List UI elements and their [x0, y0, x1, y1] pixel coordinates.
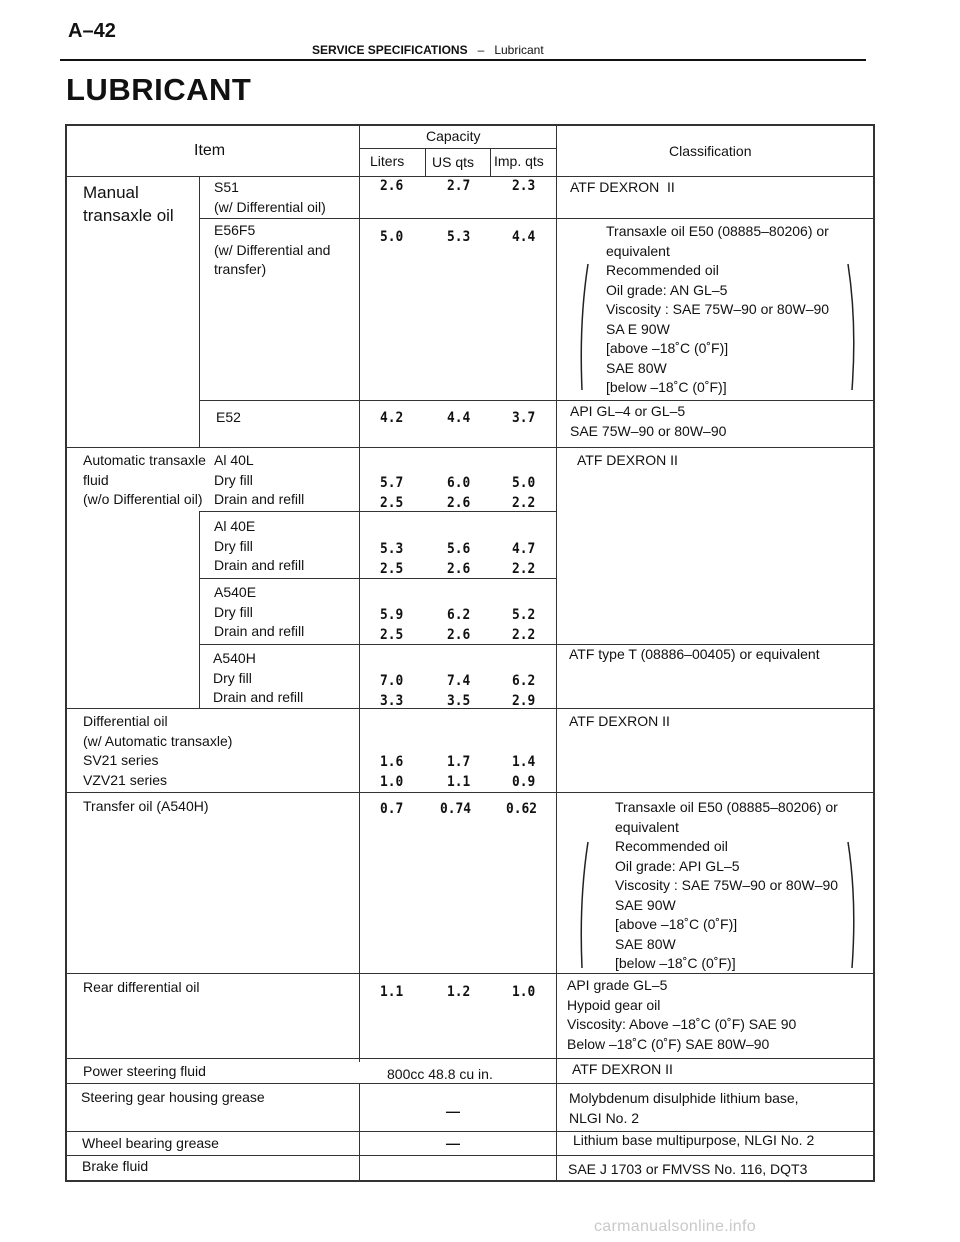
right-bracket-icon: [842, 262, 862, 392]
header-liters: Liters: [370, 153, 405, 169]
a140e-imp-qts: 4.7 2.2: [512, 541, 536, 577]
page-title: LUBRICANT: [66, 72, 252, 107]
a540h-item: A540H Dry fill Drain and refill: [213, 650, 304, 705]
right-bracket-icon: [842, 840, 862, 970]
automatic-classification: ATF DEXRON II: [577, 452, 678, 468]
col-divider-imp: [490, 148, 491, 176]
a540e-imp-qts: 5.2 2.2: [512, 607, 536, 643]
rear-differential-classification: API grade GL–5 Hypoid gear oil Viscosity: Above –18˚C (0˚F) SAE 90 Below –18˚C (0˚F) SAE 80W–90: [567, 977, 797, 1052]
transfer-imp-qts: 0.62: [506, 801, 538, 817]
s51-liters: 2.6: [380, 178, 404, 194]
s51-item: S51 (w/ Differential oil): [214, 179, 326, 215]
a540h-us-qts: 7.4 3.5: [447, 673, 471, 709]
row-line-a540e: [199, 578, 556, 579]
row-line-power-steering: [65, 1058, 875, 1059]
wheel-bearing-capacity: —: [446, 1135, 460, 1151]
capacity-subheader-rule: [359, 148, 556, 149]
a140l-us-qts: 6.0 2.6: [447, 475, 471, 511]
subitem-divider-auto: [199, 511, 200, 708]
e56f5-imp-qts: 4.4: [512, 229, 536, 245]
steering-gear-capacity: —: [446, 1103, 460, 1119]
power-steering-capacity: 800cc 48.8 cu in.: [387, 1066, 493, 1082]
differential-classification: ATF DEXRON II: [569, 713, 670, 729]
header-capacity: Capacity: [426, 128, 481, 144]
col-divider-class: [556, 124, 557, 1182]
left-bracket-icon: [574, 262, 594, 392]
steering-gear-classification: Molybdenum disulphide lithium base, NLGI No. 2: [569, 1090, 799, 1126]
a140e-us-qts: 5.6 2.6: [447, 541, 471, 577]
power-steering-classification: ATF DEXRON II: [572, 1061, 673, 1077]
brake-fluid-item: Brake fluid: [82, 1158, 149, 1174]
table-border-right: [873, 124, 875, 1182]
e56f5-classification: Transaxle oil E50 (08885–80206) or equivalent Recommended oil Oil grade: AN GL–5 Viscosity : SAE 75W–90 or 80W–90 SA E 90W [above –18˚C (0˚F)] SAE 80W [below –18˚C (0˚F)]: [606, 223, 830, 395]
table-border-top: [65, 124, 875, 126]
e52-classification: API GL–4 or GL–5 SAE 75W–90 or 80W–90: [570, 403, 727, 439]
row-line-e56f5: [199, 218, 875, 219]
page-number: A–42: [68, 20, 116, 42]
a140l-item: Al 40L Dry fill Drain and refill: [214, 452, 305, 507]
section-header: [312, 43, 544, 57]
e56f5-us-qts: 5.3: [447, 229, 471, 245]
header-us-qts: US qts: [432, 154, 475, 170]
rear-differential-liters: 1.1: [380, 984, 404, 1000]
transfer-item: Transfer oil (A540H): [83, 798, 209, 814]
wheel-bearing-item: Wheel bearing grease: [82, 1135, 219, 1151]
section-title: SERVICE SPECIFICATIONS: [312, 43, 468, 57]
differential-liters: 1.6 1.0: [380, 754, 404, 790]
e52-us-qts: 4.4: [447, 410, 471, 426]
a140e-item: Al 40E Dry fill Drain and refill: [214, 518, 305, 573]
header-item: Item: [194, 142, 226, 159]
a540e-us-qts: 6.2 2.6: [447, 607, 471, 643]
s51-classification: ATF DEXRON II: [570, 179, 675, 195]
col-divider-liters: [359, 124, 360, 1062]
steering-gear-item: Steering gear housing grease: [81, 1089, 265, 1105]
a540h-classification: ATF type T (08886–00405) or equivalent: [569, 646, 820, 662]
differential-us-qts: 1.7 1.1: [447, 754, 471, 790]
transfer-us-qts: 0.74: [440, 801, 472, 817]
subitem-divider-manual: [199, 176, 200, 447]
power-steering-item: Power steering fluid: [83, 1063, 206, 1079]
col-divider-us: [425, 148, 426, 176]
a140l-imp-qts: 5.0 2.2: [512, 475, 536, 511]
left-bracket-icon: [574, 840, 594, 970]
e56f5-liters: 5.0: [380, 229, 404, 245]
e52-item: E52: [216, 409, 241, 425]
row-line-e52: [199, 400, 875, 401]
manual-transaxle-group: Manual transaxle oil: [83, 183, 174, 225]
col-divider-lower: [359, 1083, 360, 1180]
a140e-liters: 5.3 2.5: [380, 541, 404, 577]
rear-differential-imp-qts: 1.0: [512, 984, 536, 1000]
differential-item: Differential oil (w/ Automatic transaxle) SV21 series VZV21 series: [83, 713, 233, 788]
header-rule: [60, 59, 866, 61]
a540h-imp-qts: 6.2 2.9: [512, 673, 536, 709]
watermark-text: carmanualsonline.info: [594, 1218, 756, 1235]
rear-differential-us-qts: 1.2: [447, 984, 471, 1000]
row-line-a140e: [199, 511, 556, 512]
row-line-transfer: [65, 792, 875, 793]
a140l-liters: 5.7 2.5: [380, 475, 404, 511]
table-border-bottom: [65, 1180, 875, 1182]
row-line-brake: [65, 1155, 875, 1156]
header-imp-qts: Imp. qts: [494, 153, 544, 169]
e52-liters: 4.2: [380, 410, 404, 426]
row-line-auto: [65, 447, 875, 448]
transfer-liters: 0.7: [380, 801, 404, 817]
section-separator: –: [477, 43, 485, 57]
e56f5-item: E56F5 (w/ Differential and transfer): [214, 222, 331, 277]
transfer-classification: Transaxle oil E50 (08885–80206) or equivalent Recommended oil Oil grade: API GL–5 Viscosity : SAE 75W–90 or 80W–90 SAE 90W [above –18˚C (0˚F)] SAE 80W [below –18˚C (0˚F)]: [615, 799, 839, 971]
subsection-title: Lubricant: [494, 43, 544, 57]
a540e-item: A540E Dry fill Drain and refill: [214, 584, 305, 639]
rear-differential-item: Rear differential oil: [83, 979, 200, 995]
s51-imp-qts: 2.3: [512, 178, 536, 194]
e52-imp-qts: 3.7: [512, 410, 536, 426]
automatic-transaxle-group: Automatic transaxle fluid (w/o Differential oil): [83, 452, 206, 507]
wheel-bearing-classification: Lithium base multipurpose, NLGI No. 2: [573, 1132, 815, 1148]
s51-us-qts: 2.7: [447, 178, 471, 194]
a540h-liters: 7.0 3.3: [380, 673, 404, 709]
header-classification: Classification: [669, 143, 752, 159]
table-border-left: [65, 124, 67, 1182]
a540e-liters: 5.9 2.5: [380, 607, 404, 643]
brake-fluid-classification: SAE J 1703 or FMVSS No. 116, DQT3: [568, 1161, 808, 1177]
differential-imp-qts: 1.4 0.9: [512, 754, 536, 790]
